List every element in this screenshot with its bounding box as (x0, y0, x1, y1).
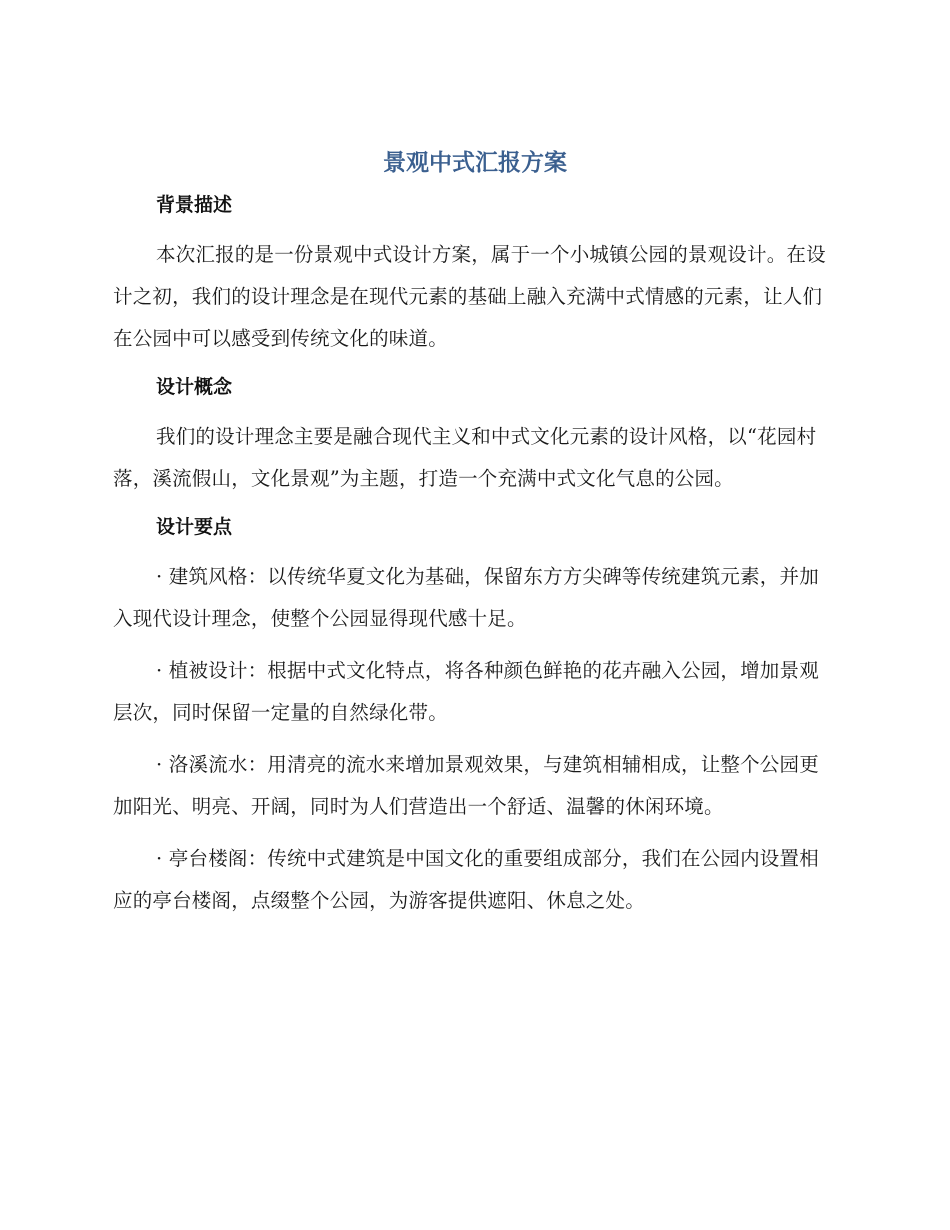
section-heading: 设计要点 (156, 516, 233, 538)
section-heading: 背景描述 (156, 194, 233, 216)
section-design-concept (113, 372, 833, 500)
document-body (113, 190, 833, 922)
paragraph: 本次汇报的是一份景观中式设计方案，属于一个小城镇公园的景观设计。在设计之初，我们的设计理念是在现代元素的基础上融入充满中式情感的元素，让人们在公园中可以感受到传统文化的味道。 (113, 243, 826, 350)
bullet-paragraph: · 植被设计：根据中式文化特点，将各种颜色鲜艳的花卉融入公园，增加景观层次，同时保留一定量的自然绿化带。 (113, 659, 819, 724)
section-design-points (113, 512, 833, 922)
bullet-paragraph: · 亭台楼阁：传统中式建筑是中国文化的重要组成部分，我们在公园内设置相应的亭台楼阁，点缀整个公园，为游客提供遮阳、休息之处。 (113, 847, 819, 912)
bullet-paragraph: · 洛溪流水：用清亮的流水来增加景观效果，与建筑相辅相成，让整个公园更加阳光、明亮、开阔，同时为人们营造出一个舒适、温馨的休闲环境。 (113, 753, 819, 818)
paragraph: 我们的设计理念主要是融合现代主义和中式文化元素的设计风格，以“花园村落，溪流假山，文化景观”为主题，打造一个充满中式文化气息的公园。 (113, 425, 817, 490)
bullet-paragraph: · 建筑风格：以传统华夏文化为基础，保留东方方尖碑等传统建筑元素，并加入现代设计理念，使整个公园显得现代感十足。 (113, 565, 819, 630)
document-title: 景观中式汇报方案 (383, 150, 567, 176)
section-background (113, 190, 833, 360)
section-heading: 设计概念 (156, 376, 233, 398)
